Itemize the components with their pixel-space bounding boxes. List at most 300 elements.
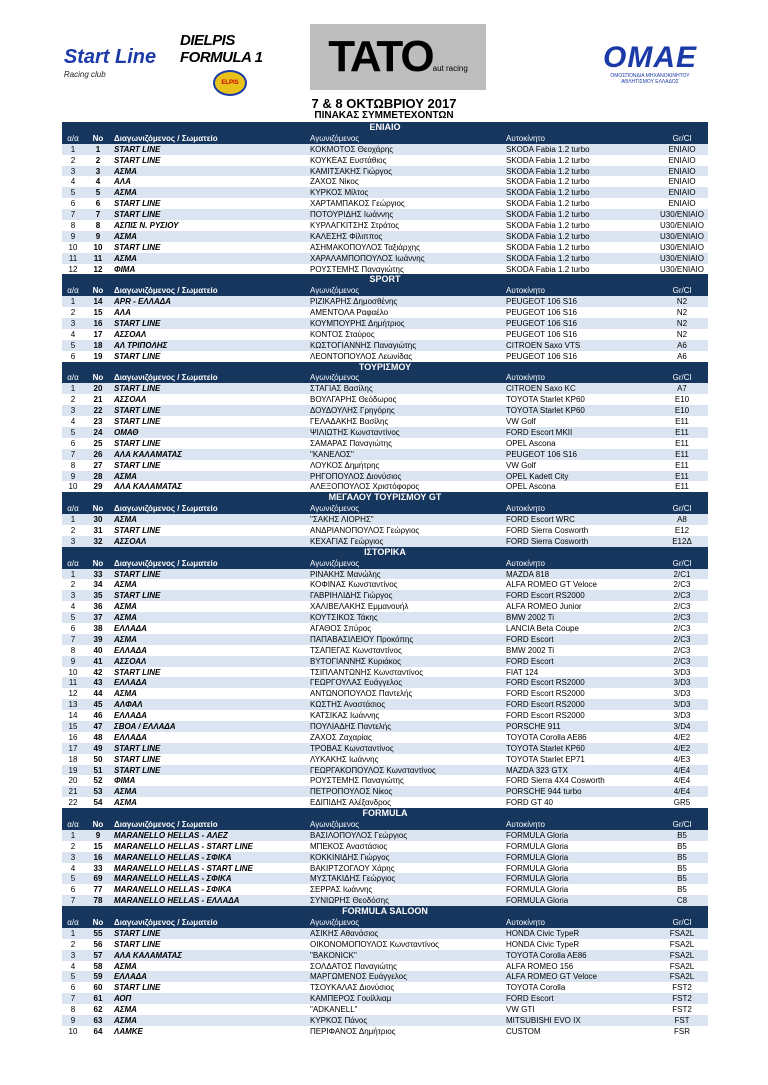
- table-row: [62, 688, 708, 699]
- table-row: [62, 176, 708, 187]
- col-entrant: START LINE: [114, 384, 161, 394]
- col-class: 3/D3: [673, 700, 691, 710]
- col-entrant: START LINE: [114, 754, 161, 764]
- col-number: 3: [95, 166, 101, 176]
- col-car: MITSUBISHI EVO IX: [506, 1016, 581, 1026]
- table-row: [62, 873, 708, 884]
- col-driver: ΣΥΝΙΩΡΗΣ Θεοδόσης: [310, 896, 389, 906]
- col-car: SKODA Fabia 1.2 turbo: [506, 155, 590, 165]
- header-col-index: α/α: [67, 558, 79, 568]
- col-driver: ΟΙΚΟΝΟΜΟΠΟΥΛΟΣ Κωνσταντίνος: [310, 939, 440, 949]
- col-entrant: ΑΣΜΑ: [114, 613, 137, 623]
- col-entrant: ΑΣΜΑ: [114, 166, 137, 176]
- col-index: 8: [70, 1005, 76, 1015]
- col-driver: ΛΕΟΝΤΟΠΟΥΛΟΣ Λεωνίδας: [310, 351, 413, 361]
- col-index: 12: [68, 264, 78, 274]
- col-number: 57: [93, 950, 103, 960]
- col-driver: ΑΝΤΩΝΟΠΟΥΛΟΣ Παντελής: [310, 689, 413, 699]
- col-number: 58: [93, 961, 103, 971]
- table-row: [62, 264, 708, 275]
- col-car: SKODA Fabia 1.2 turbo: [506, 188, 590, 198]
- col-car: PEUGEOT 106 S16: [506, 351, 577, 361]
- col-entrant: ΕΛΛΑΔΑ: [114, 972, 147, 982]
- dielpis-badge-icon: [213, 70, 247, 96]
- col-number: 27: [93, 460, 103, 470]
- col-entrant: ΑΛΑ ΚΑΛΑΜΑΤΑΣ: [114, 449, 182, 459]
- table-row: [62, 656, 708, 667]
- col-index: 3: [70, 536, 76, 546]
- table-row: [62, 732, 708, 743]
- col-number: 7: [95, 210, 101, 220]
- col-class: U30/ΕΝΙΑΙΟ: [659, 242, 704, 252]
- table-row: [62, 743, 708, 754]
- col-driver: ΒΥΤΟΓΙΑΝΝΗΣ Κυριάκος: [310, 656, 401, 666]
- col-driver: ΠΕΡΙΦΑΝΟΣ Δημήτριος: [310, 1026, 396, 1036]
- col-index: 5: [70, 427, 76, 437]
- table-row: [62, 579, 708, 590]
- table-row: [62, 525, 708, 536]
- table-header-row: [62, 133, 708, 144]
- col-car: TOYOTA Starlet KP60: [506, 395, 585, 405]
- col-entrant: ΑΟΠ: [114, 994, 132, 1004]
- entry-list-table: [62, 122, 708, 1037]
- table-row: [62, 209, 708, 220]
- col-car: SKODA Fabia 1.2 turbo: [506, 231, 590, 241]
- col-car: FORMULA Gloria: [506, 885, 569, 895]
- col-class: U30/ΕΝΙΑΙΟ: [659, 210, 704, 220]
- col-number: 77: [93, 885, 103, 895]
- col-driver: ΚΟΥΚΕΑΣ Ευστάθιος: [310, 155, 387, 165]
- col-driver: ΑΣΗΜΑΚΟΠΟΥΛΟΣ Ταξιάρχης: [310, 242, 420, 252]
- header-col-number: Νο: [92, 133, 104, 143]
- col-entrant: ΑΛΑ: [114, 308, 131, 318]
- table-row: [62, 765, 708, 776]
- col-index: 5: [70, 613, 76, 623]
- col-index: 8: [70, 221, 76, 231]
- col-class: N2: [676, 308, 688, 318]
- col-car: HONDA Civic TypeR: [506, 928, 580, 938]
- col-index: 15: [68, 721, 78, 731]
- col-index: 6: [70, 438, 76, 448]
- col-number: 40: [93, 645, 103, 655]
- col-index: 22: [68, 798, 78, 808]
- col-index: 10: [68, 667, 78, 677]
- col-class: FSA2L: [669, 950, 695, 960]
- col-number: 12: [93, 264, 103, 274]
- col-number: 25: [93, 438, 103, 448]
- col-entrant: MARANELLO HELLAS - ΑΛΕΖ: [114, 830, 228, 840]
- table-row: [62, 242, 708, 253]
- col-number: 23: [93, 417, 103, 427]
- col-car: SKODA Fabia 1.2 turbo: [506, 264, 590, 274]
- col-class: 2/C3: [673, 580, 691, 590]
- table-row: [62, 307, 708, 318]
- col-entrant: ΑΛΦΑΛ: [114, 700, 143, 710]
- col-class: B5: [677, 841, 687, 851]
- col-entrant: START LINE: [114, 210, 161, 220]
- col-class: 3/D3: [673, 678, 691, 688]
- omae-logo: [600, 36, 700, 92]
- col-class: 2/C3: [673, 634, 691, 644]
- logo-bar: [0, 0, 768, 96]
- col-car: FORD Escort RS2000: [506, 591, 585, 601]
- col-entrant: ΑΣΜΑ: [114, 689, 137, 699]
- omae-logo-text: ΟΜΑΕ: [603, 41, 697, 74]
- col-class: A8: [677, 515, 687, 525]
- col-entrant: START LINE: [114, 743, 161, 753]
- col-car: LANCIA Beta Coupe: [506, 623, 579, 633]
- col-number: 50: [93, 754, 103, 764]
- table-row: [62, 460, 708, 471]
- dielpis-badge-text: ELPIS: [221, 80, 239, 86]
- table-row: [62, 481, 708, 492]
- col-number: 31: [93, 525, 103, 535]
- header-col-class: Gr/Cl: [672, 286, 692, 296]
- col-class: 4/E4: [673, 765, 691, 775]
- table-row: [62, 961, 708, 972]
- col-class: E12Δ: [672, 536, 692, 546]
- col-number: 78: [93, 896, 103, 906]
- col-index: 7: [70, 449, 76, 459]
- col-car: FORD Escort: [506, 656, 554, 666]
- col-driver: "ΚΑΝΕΛΟΣ": [310, 449, 354, 459]
- table-header-row: [62, 917, 708, 928]
- header-col-number: Νο: [92, 373, 104, 383]
- col-entrant: ΑΛΑ ΚΑΛΑΜΑΤΑΣ: [114, 950, 182, 960]
- col-index: 2: [70, 395, 76, 405]
- col-index: 13: [68, 700, 78, 710]
- omae-logo-sub: ΟΜΟΣΠΟΝΔΙΑ ΜΗΧΑΝΟΚΙΝΗΤΟΥ ΑΘΛΗΤΙΣΜΟΥ ΕΛΛΑΔΟΣ: [610, 73, 690, 85]
- col-class: E11: [675, 482, 689, 492]
- start-line-logo-text: Start Line: [63, 46, 157, 68]
- col-entrant: ΑΛΑ: [114, 177, 131, 187]
- col-car: FORD Escort: [506, 994, 554, 1004]
- table-row: [62, 438, 708, 449]
- col-car: OPEL Kadett City: [506, 471, 569, 481]
- header-col-index: α/α: [67, 918, 79, 928]
- col-entrant: MARANELLO HELLAS - ΕΛΛΑΔΑ: [114, 896, 240, 906]
- table-row: [62, 895, 708, 906]
- start-line-logo: [60, 36, 160, 96]
- table-row: [62, 677, 708, 688]
- dielpis-logo-text: DIELPIS FORMULA 1: [180, 32, 263, 66]
- col-class: ΕΝΙΑΙΟ: [668, 199, 696, 209]
- col-car: PORSCHE 944 turbo: [506, 787, 582, 797]
- col-driver: ΑΝΔΡΙΑΝΟΠΟΥΛΟΣ Γεώργιος: [310, 525, 420, 535]
- col-index: 3: [70, 591, 76, 601]
- col-car: FORD Escort RS2000: [506, 711, 585, 721]
- table-row: [62, 1015, 708, 1026]
- table-row: [62, 569, 708, 580]
- col-entrant: START LINE: [114, 667, 161, 677]
- col-number: 9: [95, 830, 101, 840]
- col-index: 10: [68, 482, 78, 492]
- col-entrant: MARANELLO HELLAS - ΣΦΙΚΑ: [114, 874, 232, 884]
- col-index: 6: [70, 351, 76, 361]
- col-driver: ΡΗΓΟΠΟΥΛΟΣ Διονύσιος: [310, 471, 402, 481]
- table-row: [62, 536, 708, 547]
- table-row: [62, 699, 708, 710]
- table-row: [62, 710, 708, 721]
- col-number: 35: [93, 591, 103, 601]
- col-index: 4: [70, 329, 76, 339]
- header-col-car: Αυτοκίνητο: [506, 504, 545, 514]
- col-class: U30/ΕΝΙΑΙΟ: [659, 231, 704, 241]
- header-col-entrant: Διαγωνιζόμενος / Σωματείο: [114, 286, 218, 296]
- col-driver: ΜΥΣΤΑΚΙΔΗΣ Γεώργιος: [310, 874, 396, 884]
- header-col-car: Αυτοκίνητο: [506, 820, 545, 829]
- table-header-row: [62, 558, 708, 569]
- col-class: 2/C3: [673, 613, 691, 623]
- col-number: 64: [93, 1026, 103, 1036]
- header-col-car: Αυτοκίνητο: [506, 373, 545, 383]
- table-header-row: [62, 285, 708, 296]
- col-car: MAZDA 323 GTX: [506, 765, 568, 775]
- table-row: [62, 449, 708, 460]
- col-index: 2: [70, 155, 76, 165]
- col-number: 33: [93, 863, 103, 873]
- col-class: A6: [677, 351, 687, 361]
- col-class: 2/C3: [673, 645, 691, 655]
- col-driver: ΒΑΣΙΛΟΠΟΥΛΟΣ Γεώργιος: [310, 830, 408, 840]
- header-col-car: Αυτοκίνητο: [506, 133, 545, 143]
- table-row: [62, 939, 708, 950]
- col-car: OPEL Ascona: [506, 482, 556, 492]
- col-car: VW GTI: [506, 1005, 535, 1015]
- col-entrant: START LINE: [114, 765, 161, 775]
- col-class: FST2: [672, 994, 692, 1004]
- col-class: U30/ΕΝΙΑΙΟ: [659, 253, 704, 263]
- col-entrant: ΕΛΛΑΔΑ: [114, 678, 147, 688]
- col-car: CUSTOM: [506, 1026, 541, 1036]
- table-row: [62, 612, 708, 623]
- table-row: [62, 928, 708, 939]
- col-index: 1: [70, 384, 76, 394]
- col-index: 4: [70, 961, 76, 971]
- table-row: [62, 351, 708, 362]
- col-driver: ΛΥΚΑΚΗΣ Ιωάννης: [310, 754, 379, 764]
- col-number: 5: [95, 188, 101, 198]
- col-class: E12: [674, 525, 690, 535]
- col-number: 15: [93, 308, 103, 318]
- col-number: 1: [95, 144, 101, 154]
- col-index: 7: [70, 994, 76, 1004]
- col-index: 5: [70, 874, 76, 884]
- col-number: 21: [93, 395, 103, 405]
- col-class: 4/E2: [673, 743, 691, 753]
- col-entrant: ΕΛΛΑΔΑ: [114, 623, 147, 633]
- col-driver: ΡΟΥΣΤΕΜΗΣ Παναγιώτης: [310, 264, 404, 274]
- col-car: SKODA Fabia 1.2 turbo: [506, 253, 590, 263]
- section-title: ΙΣΤΟΡΙΚΑ: [62, 547, 708, 558]
- col-class: 3/D3: [673, 667, 691, 677]
- table-row: [62, 852, 708, 863]
- col-driver: "ΑDKANELL": [310, 1005, 358, 1015]
- col-car: OPEL Ascona: [506, 438, 556, 448]
- table-row: [62, 296, 708, 307]
- header-col-driver: Αγωνιζόμενος: [310, 918, 360, 928]
- col-number: 9: [95, 231, 101, 241]
- table-row: [62, 427, 708, 438]
- col-entrant: START LINE: [114, 406, 161, 416]
- header-col-driver: Αγωνιζόμενος: [310, 504, 360, 514]
- col-number: 2: [95, 155, 101, 165]
- header-col-car: Αυτοκίνητο: [506, 558, 545, 568]
- table-header-row: [62, 503, 708, 514]
- col-entrant: ΕΛΛΑΔΑ: [114, 645, 147, 655]
- col-entrant: APR - ΕΛΛΑΔΑ: [114, 297, 171, 307]
- header-col-entrant: Διαγωνιζόμενος / Σωματείο: [114, 373, 218, 383]
- col-class: FST2: [672, 983, 692, 993]
- col-driver: ΧΑΡΤΑΜΠΑΚΟΣ Γεώργιος: [310, 199, 405, 209]
- col-driver: ΓΕΩΡΓΟΥΛΑΣ Ευάγγελος: [310, 678, 403, 688]
- col-entrant: ΟΜΑΘ: [114, 427, 139, 437]
- col-index: 9: [70, 1016, 76, 1026]
- col-entrant: START LINE: [114, 460, 161, 470]
- col-class: B5: [677, 852, 687, 862]
- table-row: [62, 993, 708, 1004]
- col-entrant: ΑΣΜΑ: [114, 515, 137, 525]
- col-index: 7: [70, 210, 76, 220]
- section-title: ΤΟΥΡΙΣΜΟΥ: [62, 362, 708, 373]
- header-col-driver: Αγωνιζόμενος: [310, 558, 360, 568]
- col-entrant: ΑΣΜΑ: [114, 634, 137, 644]
- col-car: FORD Escort RS2000: [506, 689, 585, 699]
- col-car: FORD Escort RS2000: [506, 700, 585, 710]
- section-title: FORMULA SALOON: [62, 906, 708, 917]
- table-row: [62, 166, 708, 177]
- col-driver: ΓΕΩΡΓΑΚΟΠΟΥΛΟΣ Κωνσταντίνος: [310, 765, 436, 775]
- col-class: E11: [675, 460, 689, 470]
- col-driver: ΤΣΟΥΚΑΛΑΣ Διονύσιος: [310, 983, 395, 993]
- col-number: 16: [93, 319, 103, 329]
- col-car: SKODA Fabia 1.2 turbo: [506, 210, 590, 220]
- col-driver: ΚΑΜΙΤΣΑΚΗΣ Γιώργος: [310, 166, 392, 176]
- col-class: U30/ΕΝΙΑΙΟ: [659, 264, 704, 274]
- col-entrant: ΑΣΣΟΑΛ: [114, 656, 147, 666]
- col-number: 46: [93, 711, 103, 721]
- col-driver: ΧΑΡΑΛΑΜΠΟΠΟΥΛΟΣ Ιωάννης: [310, 253, 425, 263]
- col-class: N2: [676, 319, 688, 329]
- header-col-class: Gr/Cl: [672, 504, 692, 514]
- col-index: 1: [70, 830, 76, 840]
- col-index: 3: [70, 950, 76, 960]
- table-header-row: [62, 372, 708, 383]
- col-driver: ΑΣΙΚΗΣ Αθανάσιος: [310, 928, 379, 938]
- col-class: FSR: [674, 1026, 690, 1036]
- col-class: 3/D4: [673, 721, 691, 731]
- col-index: 7: [70, 896, 76, 906]
- col-entrant: START LINE: [114, 199, 161, 209]
- col-car: FORMULA Gloria: [506, 874, 569, 884]
- col-class: ΕΝΙΑΙΟ: [668, 144, 696, 154]
- col-index: 4: [70, 863, 76, 873]
- col-driver: ΓΑΒΡΙΗΛΙΔΗΣ Γιώργος: [310, 591, 393, 601]
- col-index: 9: [70, 471, 76, 481]
- col-number: 60: [93, 983, 103, 993]
- col-index: 10: [68, 242, 78, 252]
- col-car: BMW 2002 Ti: [506, 645, 555, 655]
- col-class: 2/C3: [673, 623, 691, 633]
- col-car: PORSCHE 911: [506, 721, 561, 731]
- table-row: [62, 775, 708, 786]
- col-driver: ΖΑΧΟΣ Ζαχαρίας: [310, 732, 372, 742]
- col-entrant: ΦΙΜΑ: [114, 776, 136, 786]
- col-car: FORMULA Gloria: [506, 852, 569, 862]
- col-class: E11: [675, 471, 689, 481]
- table-row: [62, 155, 708, 166]
- col-class: C8: [676, 896, 688, 906]
- col-class: 4/E2: [673, 732, 691, 742]
- col-car: VW Golf: [506, 417, 536, 427]
- header-col-index: α/α: [67, 133, 79, 143]
- col-class: U30/ΕΝΙΑΙΟ: [659, 221, 704, 231]
- col-car: BMW 2002 Ti: [506, 613, 555, 623]
- col-number: 62: [93, 1005, 103, 1015]
- col-index: 6: [70, 885, 76, 895]
- header-col-index: α/α: [67, 504, 79, 514]
- col-driver: ΣΟΛΔΑΤΟΣ Παναγιώτης: [310, 961, 397, 971]
- tato-logo-sub: aut racing: [432, 64, 468, 73]
- col-entrant: ΑΣΣΟΑΛ: [114, 329, 147, 339]
- col-number: 54: [93, 798, 103, 808]
- col-index: 5: [70, 972, 76, 982]
- col-entrant: START LINE: [114, 983, 161, 993]
- col-number: 8: [95, 221, 101, 231]
- header-col-number: Νο: [92, 558, 104, 568]
- col-driver: ΒΑΚΙΡΤΖΟΓΛΟΥ Χάρης: [310, 863, 395, 873]
- col-class: 4/E4: [673, 776, 691, 786]
- col-class: ΕΝΙΑΙΟ: [668, 166, 696, 176]
- table-row: [62, 590, 708, 601]
- table-row: [62, 383, 708, 394]
- col-entrant: ΑΣΣΟΑΛ: [114, 395, 147, 405]
- col-entrant: START LINE: [114, 144, 161, 154]
- col-driver: "ΒΑΚΟΝΙCΚ": [310, 950, 357, 960]
- col-class: ΕΝΙΑΙΟ: [668, 177, 696, 187]
- col-driver: ΚΟΚΚΙΝΙΔΗΣ Γιώργος: [310, 852, 390, 862]
- event-date: 7 & 8 ΟΚΤΩΒΡΙΟΥ 2017: [311, 96, 457, 111]
- col-car: TOYOTA Starlet KP60: [506, 743, 585, 753]
- col-number: 38: [93, 623, 103, 633]
- col-entrant: START LINE: [114, 591, 161, 601]
- table-row: [62, 623, 708, 634]
- col-entrant: ΛΑΜΚΕ: [114, 1026, 143, 1036]
- col-car: SKODA Fabia 1.2 turbo: [506, 166, 590, 176]
- section-title: ΕΝΙΑΙΟ: [62, 122, 708, 133]
- header-col-entrant: Διαγωνιζόμενος / Σωματείο: [114, 820, 218, 829]
- col-driver: ΧΑΛΙΒΕΛΑΚΗΣ Εμμανουήλ: [310, 602, 409, 612]
- col-number: 32: [93, 536, 103, 546]
- col-number: 44: [93, 689, 103, 699]
- col-driver: ΕΔΙΠΙΔΗΣ Αλέξανδρος: [310, 798, 391, 808]
- col-index: 3: [70, 406, 76, 416]
- col-car: ALFA ROMEO 156: [506, 961, 574, 971]
- col-car: SKODA Fabia 1.2 turbo: [506, 221, 590, 231]
- col-driver: ΚΥΡΚΟΣ Πάνος: [310, 1016, 368, 1026]
- col-index: 21: [68, 787, 78, 797]
- col-driver: ΤΣΑΠΕΓΑΣ Κωνσταντίνος: [310, 645, 402, 655]
- col-entrant: ΑΣΜΑ: [114, 580, 137, 590]
- col-car: FORD Escort RS2000: [506, 678, 585, 688]
- col-car: TOYOTA Corolla AE86: [506, 950, 587, 960]
- col-index: 9: [70, 231, 76, 241]
- header-col-index: α/α: [67, 820, 79, 829]
- col-number: 34: [93, 580, 103, 590]
- table-row: [62, 971, 708, 982]
- col-driver: ΚΩΣΤΗΣ Αναστάσιος: [310, 700, 386, 710]
- table-row: [62, 329, 708, 340]
